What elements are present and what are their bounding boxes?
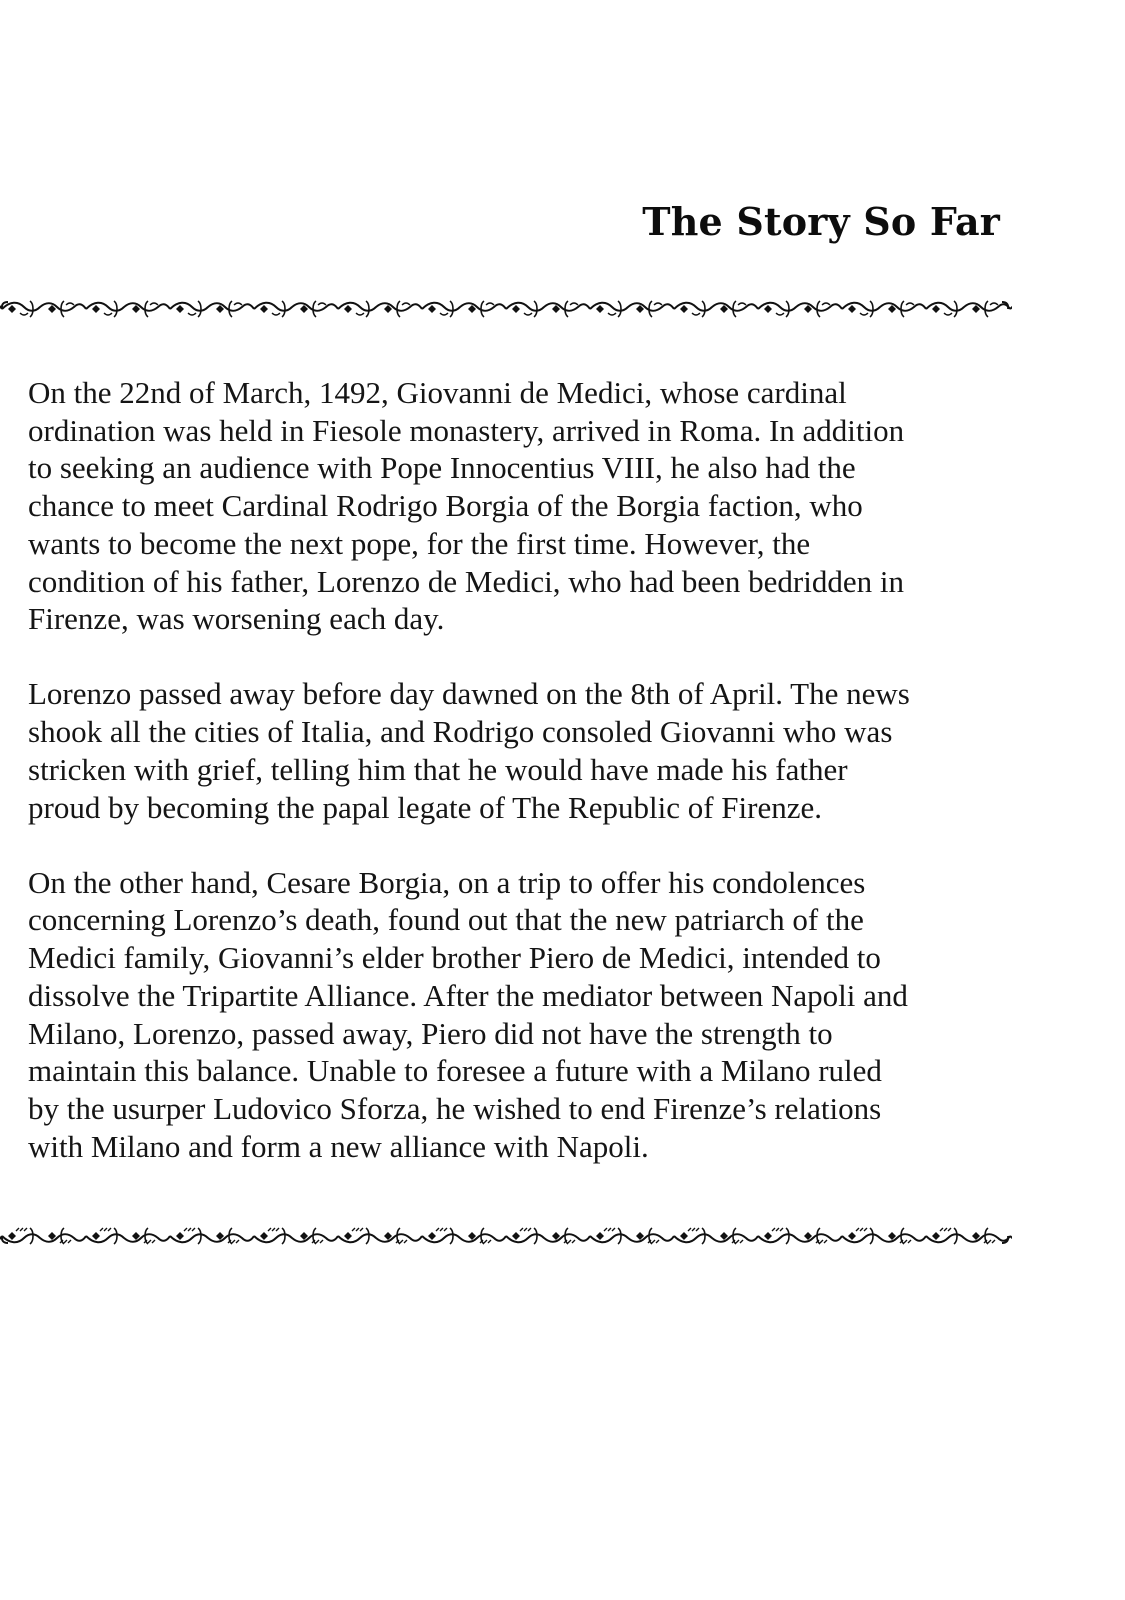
top-ornamental-border [0, 296, 1012, 322]
bottom-ornamental-border [0, 1223, 1012, 1249]
story-body [28, 374, 1028, 1203]
page-title: The Story So Far [642, 199, 1000, 244]
ornamental-border-icon [0, 1223, 1012, 1249]
ornamental-border-icon [0, 296, 1012, 322]
story-paragraph: Lorenzo passed away before day dawned on the 8th of April. The news shook all the cities of Italia, and Rodrigo consoled Giovanni who was stricken with grief, telling him that he would have made his father proud by becoming the papal legate of The Republic of Firenze. [28, 676, 910, 825]
story-paragraph: On the other hand, Cesare Borgia, on a trip to offer his condolences concerning Lorenzo’s death, found out that the new patriarch of the Medici family, Giovanni’s elder brother Piero de Medici, intended to dissolve the Tripartite Alliance. After the mediator between Napoli and Milano, Lorenzo, passed away, Piero did not have the strength to maintain this balance. Unable to foresee a future with a Milano ruled by the usurper Ludovico Sforza, he wished to end Firenze’s relations with Milano and form a new alliance with Napoli. [28, 864, 908, 1164]
story-paragraph: On the 22nd of March, 1492, Giovanni de Medici, whose cardinal ordination was held in Fiesole monastery, arrived in Roma. In addition to seeking an audience with Pope Innocentius VIII, he also had the chance to meet Cardinal Rodrigo Borgia of the Borgia faction, who wants to become the next pope, for the first time. However, the condition of his father, Lorenzo de Medici, who had been bedridden in Firenze, was worsening each day. [28, 375, 905, 637]
